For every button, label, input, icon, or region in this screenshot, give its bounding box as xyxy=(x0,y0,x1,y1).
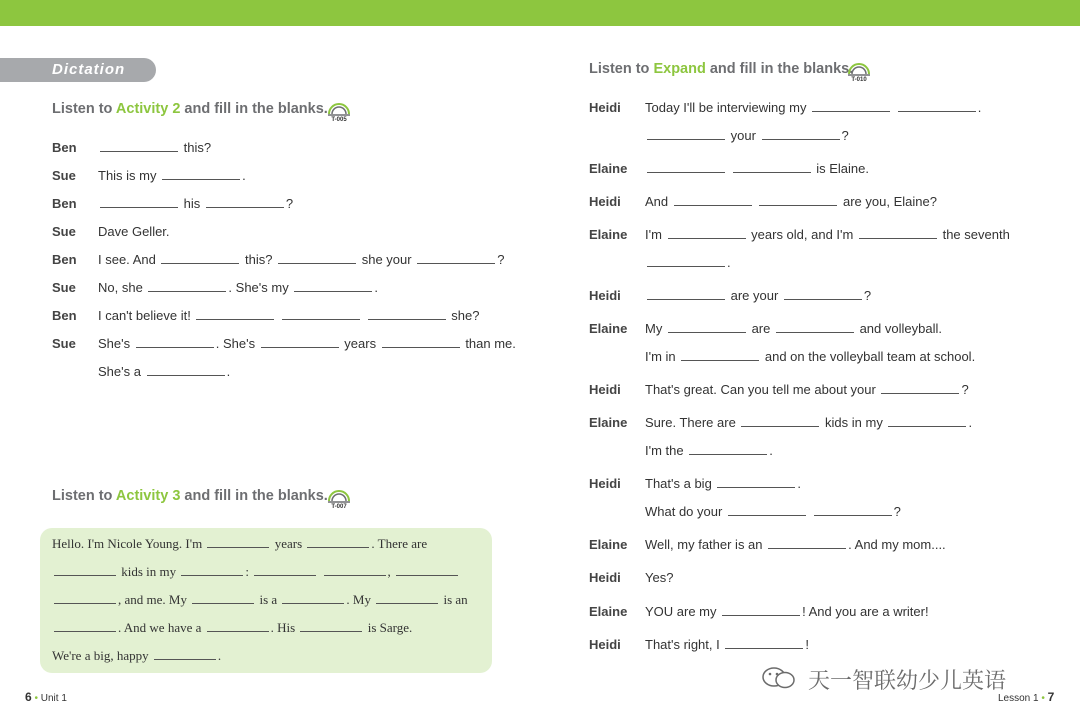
line-text: . She's xyxy=(215,336,259,351)
blank-field[interactable] xyxy=(100,196,178,208)
blank-field[interactable] xyxy=(161,252,239,264)
dialogue-text xyxy=(645,194,937,210)
dialogue-text xyxy=(645,161,869,177)
dialogue-text xyxy=(645,637,809,653)
blank-field[interactable] xyxy=(717,476,795,488)
track-number: T-005 xyxy=(331,117,347,123)
line-text: ? xyxy=(961,382,969,397)
heading-text: Listen to xyxy=(52,101,116,117)
passage-line xyxy=(52,536,427,552)
line-text: . xyxy=(226,364,231,379)
line-text xyxy=(727,161,731,176)
heading-text: Listen to xyxy=(589,61,654,77)
dialogue-text xyxy=(98,140,211,156)
blank-field[interactable] xyxy=(647,255,725,267)
blank-field[interactable] xyxy=(733,161,811,173)
line-text: I see. And xyxy=(98,252,160,267)
blank-field[interactable] xyxy=(154,648,216,660)
line-text: Well, my father is an xyxy=(645,537,767,552)
dialogue-text xyxy=(645,504,901,520)
line-text: . xyxy=(727,255,731,270)
speaker-name: Elaine xyxy=(589,161,628,176)
speaker-name: Ben xyxy=(52,308,77,323)
blank-field[interactable] xyxy=(148,280,226,292)
dialogue-text xyxy=(645,476,801,492)
speaker-name: Heidi xyxy=(589,637,621,652)
speaker-name: Heidi xyxy=(589,194,621,209)
heading-activity-2 xyxy=(52,101,328,117)
dialogue-text xyxy=(98,224,170,240)
activity-3-passage-box xyxy=(40,528,492,673)
blank-field[interactable] xyxy=(681,349,759,361)
dialogue-text xyxy=(645,349,975,365)
blank-field[interactable] xyxy=(776,321,854,333)
blank-field[interactable] xyxy=(888,415,966,427)
line-text: I'm the xyxy=(645,443,688,458)
dialogue-text xyxy=(98,336,516,352)
passage-line xyxy=(52,648,221,664)
line-text: That's a big xyxy=(645,476,716,491)
blank-field[interactable] xyxy=(136,336,214,348)
blank-field[interactable] xyxy=(859,227,937,239)
passage-line xyxy=(52,592,468,608)
blank-field[interactable] xyxy=(647,161,725,173)
speaker-name: Elaine xyxy=(589,227,628,242)
heading-text: Listen to xyxy=(52,488,116,504)
line-text: , and me. My xyxy=(118,592,191,607)
line-text: . My xyxy=(346,592,375,607)
blank-field[interactable] xyxy=(207,536,269,548)
line-text: My xyxy=(645,321,666,336)
passage-line xyxy=(52,564,460,580)
line-text: are xyxy=(747,321,774,336)
blank-field[interactable] xyxy=(368,308,446,320)
blank-field[interactable] xyxy=(147,364,225,376)
blank-field[interactable] xyxy=(206,196,284,208)
line-text: your xyxy=(727,128,760,143)
speaker-name: Elaine xyxy=(589,415,628,430)
blank-field[interactable] xyxy=(417,252,495,264)
section-label-dictation: Dictation xyxy=(0,58,156,82)
blank-field[interactable] xyxy=(759,194,837,206)
dialogue-text xyxy=(645,570,673,586)
line-text xyxy=(276,308,280,323)
line-text: ? xyxy=(893,504,901,519)
blank-field[interactable] xyxy=(282,308,360,320)
line-text: is an xyxy=(440,592,468,607)
page-number-right: 7 xyxy=(1047,690,1055,704)
line-text: this? xyxy=(241,252,277,267)
speaker-name: Elaine xyxy=(589,537,628,552)
footer-right xyxy=(998,690,1054,704)
blank-field[interactable] xyxy=(181,564,243,576)
dialogue-text xyxy=(98,168,246,184)
blank-field[interactable] xyxy=(54,592,116,604)
speaker-name: Heidi xyxy=(589,570,621,585)
blank-field[interactable] xyxy=(768,537,846,549)
speaker-name: Sue xyxy=(52,280,76,295)
dialogue-text xyxy=(645,288,871,304)
line-text: ? xyxy=(497,252,505,267)
audio-track-icon[interactable] xyxy=(326,102,352,124)
line-text: We're a big, happy xyxy=(52,648,152,663)
line-text: . xyxy=(374,280,378,295)
line-text: She's a xyxy=(98,364,145,379)
blank-field[interactable] xyxy=(881,382,959,394)
blank-field[interactable] xyxy=(307,536,369,548)
blank-field[interactable] xyxy=(647,288,725,300)
dialogue-text xyxy=(98,280,378,296)
line-text: ! And you are a writer! xyxy=(802,604,929,619)
speaker-name: Sue xyxy=(52,336,76,351)
heading-highlight: Activity 2 xyxy=(115,101,181,117)
line-text: . xyxy=(217,648,222,663)
line-text: the seventh xyxy=(938,227,1010,242)
speaker-name: Heidi xyxy=(589,288,621,303)
blank-field[interactable] xyxy=(814,504,892,516)
dialogue-text xyxy=(645,227,1010,243)
blank-field[interactable] xyxy=(294,280,372,292)
heading-activity-3 xyxy=(52,488,328,504)
blank-field[interactable] xyxy=(162,168,240,180)
blank-field[interactable] xyxy=(784,288,862,300)
line-text: are your xyxy=(727,288,782,303)
dialogue-text xyxy=(98,252,504,268)
line-text: years xyxy=(340,336,380,351)
dialogue-text xyxy=(645,128,849,144)
blank-field[interactable] xyxy=(261,336,339,348)
line-text: Today I'll be interviewing my xyxy=(645,100,811,115)
blank-field[interactable] xyxy=(647,128,725,140)
line-text: That's great. Can you tell me about your xyxy=(645,382,880,397)
dialogue-text xyxy=(645,537,946,553)
blank-field[interactable] xyxy=(376,592,438,604)
blank-field[interactable] xyxy=(898,100,976,112)
line-text: And xyxy=(645,194,672,209)
dialogue-text xyxy=(645,443,773,459)
blank-field[interactable] xyxy=(324,564,386,576)
line-text: YOU are my xyxy=(645,604,721,619)
dialogue-text xyxy=(645,255,731,271)
line-text: ? xyxy=(285,196,294,211)
line-text: . xyxy=(242,168,246,183)
blank-field[interactable] xyxy=(674,194,752,206)
line-text: . xyxy=(968,415,973,430)
dialogue-text xyxy=(645,415,972,431)
line-text: Sure. There are xyxy=(645,415,740,430)
footer-left xyxy=(25,690,67,704)
line-text: . And we have a xyxy=(118,620,205,635)
blank-field[interactable] xyxy=(812,100,890,112)
blank-field[interactable] xyxy=(668,321,746,333)
line-text: . His xyxy=(270,620,299,635)
blank-field[interactable] xyxy=(282,592,344,604)
blank-field[interactable] xyxy=(396,564,458,576)
heading-highlight: Activity 3 xyxy=(115,488,181,504)
line-text: are you, Elaine? xyxy=(839,194,937,209)
heading-text: and fill in the blanks. xyxy=(705,61,854,77)
speaker-name: Sue xyxy=(52,168,76,183)
blank-field[interactable] xyxy=(300,620,362,632)
line-text: and volleyball. xyxy=(855,321,942,336)
track-number: T-010 xyxy=(851,77,867,83)
line-text: No, she xyxy=(98,280,147,295)
line-text: . And my mom.... xyxy=(848,537,946,552)
line-text: She's xyxy=(98,336,134,351)
line-text: his xyxy=(180,196,204,211)
dialogue-text xyxy=(645,321,942,337)
line-text: This is my xyxy=(98,168,161,183)
line-text xyxy=(808,504,812,519)
blank-field[interactable] xyxy=(254,564,316,576)
audio-track-icon[interactable] xyxy=(846,62,872,84)
line-text: ? xyxy=(863,288,872,303)
dialogue-text xyxy=(645,382,969,398)
line-text: than me. xyxy=(461,336,516,351)
dialogue-text xyxy=(98,196,293,212)
dialogue-text xyxy=(98,364,230,380)
speaker-name: Heidi xyxy=(589,100,621,115)
line-text: I'm xyxy=(645,227,666,242)
line-text: ! xyxy=(805,637,809,652)
line-text xyxy=(892,100,896,115)
blank-field[interactable] xyxy=(668,227,746,239)
heading-highlight: Expand xyxy=(653,61,706,77)
audio-track-icon[interactable] xyxy=(326,489,352,511)
line-text xyxy=(318,564,321,579)
line-text: That's right, I xyxy=(645,637,724,652)
line-text: Yes? xyxy=(645,570,674,585)
line-text: . xyxy=(797,476,802,491)
speaker-name: Elaine xyxy=(589,321,628,336)
line-text: , xyxy=(387,564,395,579)
heading-text: and fill in the blanks. xyxy=(180,101,328,117)
blank-field[interactable] xyxy=(196,308,274,320)
page-number-left: 6 xyxy=(25,690,32,704)
dialogue-text xyxy=(98,308,479,324)
speaker-name: Ben xyxy=(52,196,77,211)
line-text: I can't believe it! xyxy=(98,308,195,323)
speaker-name: Elaine xyxy=(589,604,628,619)
line-text: this? xyxy=(180,140,212,155)
line-text: Hello. I'm Nicole Young. I'm xyxy=(52,536,206,551)
line-text: is Sarge. xyxy=(364,620,413,635)
line-text: . xyxy=(977,100,982,115)
speaker-name: Ben xyxy=(52,140,77,155)
line-text: : xyxy=(245,564,253,579)
blank-field[interactable] xyxy=(54,564,116,576)
line-text: years old, and I'm xyxy=(747,227,857,242)
line-text xyxy=(362,308,366,323)
line-text: and on the volleyball team at school. xyxy=(761,349,976,364)
blank-field[interactable] xyxy=(689,443,767,455)
line-text: . There are xyxy=(371,536,428,551)
passage-line xyxy=(52,620,412,636)
line-text: What do your xyxy=(645,504,726,519)
speaker-name: Heidi xyxy=(589,382,621,397)
track-number: T-007 xyxy=(331,504,347,510)
footer-dot: • xyxy=(1041,693,1045,704)
blank-field[interactable] xyxy=(382,336,460,348)
line-text: ? xyxy=(841,128,849,143)
blank-field[interactable] xyxy=(207,620,269,632)
line-text: is a xyxy=(256,592,281,607)
blank-field[interactable] xyxy=(54,620,116,632)
blank-field[interactable] xyxy=(741,415,819,427)
line-text: Dave Geller. xyxy=(98,224,170,239)
dialogue-text xyxy=(645,604,929,620)
heading-expand xyxy=(589,61,853,77)
line-text: is Elaine. xyxy=(812,161,869,176)
line-text: years xyxy=(271,536,306,551)
line-text: . xyxy=(769,443,773,458)
dialogue-text xyxy=(645,100,981,116)
lesson-label: Lesson 1 xyxy=(998,693,1039,704)
wechat-logo-icon xyxy=(760,665,800,691)
blank-field[interactable] xyxy=(762,128,840,140)
line-text: I'm in xyxy=(645,349,680,364)
blank-field[interactable] xyxy=(100,140,178,152)
blank-field[interactable] xyxy=(278,252,356,264)
blank-field[interactable] xyxy=(722,604,800,616)
line-text: kids in my xyxy=(118,564,180,579)
blank-field[interactable] xyxy=(728,504,806,516)
speaker-name: Heidi xyxy=(589,476,621,491)
line-text: . She's my xyxy=(228,280,293,295)
unit-label: Unit 1 xyxy=(40,693,67,704)
line-text xyxy=(754,194,758,209)
watermark-text: 天一智联幼少儿英语 xyxy=(808,668,1007,693)
footer-dot: • xyxy=(34,693,38,704)
blank-field[interactable] xyxy=(725,637,803,649)
speaker-name: Ben xyxy=(52,252,77,267)
line-text: she? xyxy=(447,308,480,323)
top-green-bar xyxy=(0,0,1080,26)
line-text: she your xyxy=(358,252,416,267)
blank-field[interactable] xyxy=(192,592,254,604)
speaker-name: Sue xyxy=(52,224,76,239)
line-text: kids in my xyxy=(821,415,887,430)
heading-text: and fill in the blanks. xyxy=(180,488,328,504)
